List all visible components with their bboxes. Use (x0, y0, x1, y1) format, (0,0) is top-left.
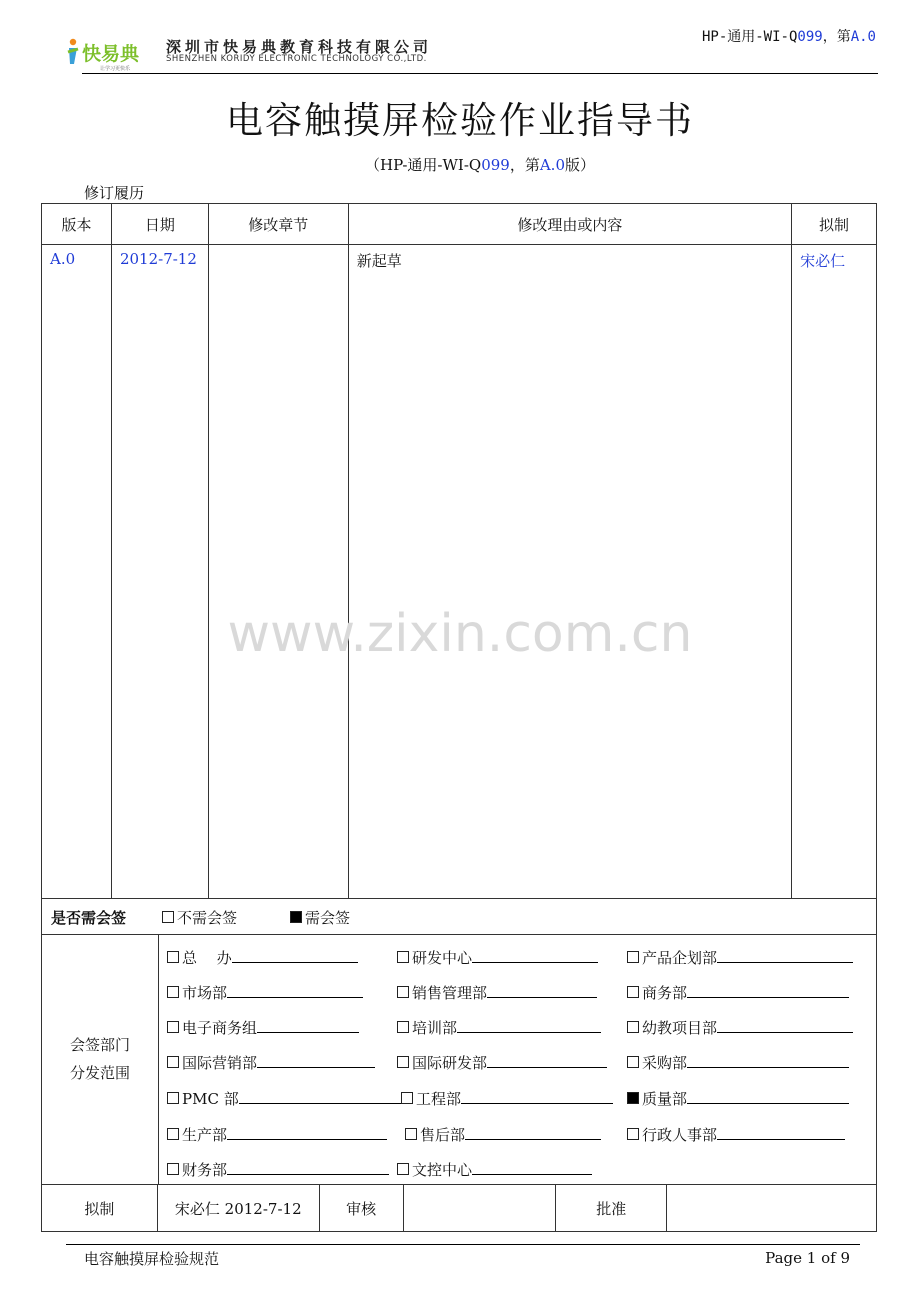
department-item[interactable] (167, 1052, 375, 1073)
review-label: 审核 (319, 1185, 403, 1232)
department-item-label: 市场部 (182, 984, 228, 1002)
checkbox-checked-icon[interactable] (290, 911, 302, 923)
checkbox-checked-icon[interactable] (627, 1092, 639, 1104)
blank-underline (472, 948, 598, 963)
col-content: 修改理由或内容 (348, 204, 791, 245)
department-item[interactable] (167, 1088, 401, 1109)
blank-underline (227, 1160, 389, 1175)
checkbox-empty-icon[interactable] (627, 1056, 639, 1068)
row-version: A.0 (42, 245, 112, 899)
blank-underline (487, 983, 597, 998)
department-item-label: 销售管理部 (412, 984, 488, 1002)
department-item-label: 行政人事部 (642, 1126, 718, 1144)
department-item-label: 工程部 (416, 1090, 462, 1108)
header-doc-code (702, 26, 876, 46)
blank-underline (487, 1053, 607, 1068)
department-item[interactable] (627, 1017, 853, 1038)
checkbox-empty-icon[interactable] (167, 1128, 179, 1140)
department-item-label: 国际营销部 (182, 1054, 258, 1072)
blank-underline (257, 1053, 375, 1068)
countersign-row (41, 898, 877, 935)
department-item-label: PMC 部 (182, 1090, 239, 1108)
checkbox-empty-icon[interactable] (627, 986, 639, 998)
department-item[interactable] (627, 982, 849, 1003)
department-item[interactable] (167, 1017, 359, 1038)
checkbox-empty-icon[interactable] (167, 986, 179, 998)
department-item-label: 幼教项目部 (642, 1019, 718, 1037)
blank-underline (257, 1018, 359, 1033)
footer-divider (66, 1244, 860, 1245)
row-author: 宋必仁 (792, 245, 877, 899)
department-item[interactable] (167, 1159, 389, 1180)
checkbox-empty-icon[interactable] (167, 1021, 179, 1033)
department-item-label: 产品企划部 (642, 949, 718, 967)
department-item-label: 总 办 (182, 949, 232, 967)
company-name-cn: 深圳市快易典教育科技有限公司 (166, 38, 433, 56)
approve-value (667, 1185, 877, 1232)
blank-underline (717, 1018, 853, 1033)
department-item[interactable] (627, 947, 853, 968)
department-label-line1: 会签部门 (69, 1036, 130, 1054)
row-date: 2012-7-12 (111, 245, 208, 899)
approve-label: 批准 (556, 1185, 667, 1232)
subtitle-number: 099 (481, 156, 510, 174)
footer-doc-name: 电容触摸屏检验规范 (84, 1250, 220, 1268)
checkbox-empty-icon[interactable] (162, 911, 174, 923)
subtitle-version: A.0 (539, 156, 565, 174)
department-item-label: 培训部 (412, 1019, 458, 1037)
approval-row (42, 1185, 877, 1232)
department-item-label: 国际研发部 (412, 1054, 488, 1072)
blank-underline (717, 1125, 845, 1140)
document-subtitle (0, 154, 920, 175)
page-number: Page 1 of 9 (765, 1249, 850, 1267)
department-item[interactable] (401, 1088, 613, 1109)
company-name-en: SHENZHEN KORIDY ELECTRONIC TECHNOLOGY CO.,LTD. (166, 54, 427, 64)
blank-underline (472, 1160, 592, 1175)
checkbox-empty-icon[interactable] (401, 1092, 413, 1104)
col-author: 拟制 (792, 204, 877, 245)
header-divider (82, 73, 878, 74)
department-item[interactable] (627, 1088, 849, 1109)
blank-underline (457, 1018, 601, 1033)
checkbox-empty-icon[interactable] (167, 1163, 179, 1175)
blank-underline (687, 1053, 849, 1068)
department-item-label: 文控中心 (412, 1161, 473, 1179)
blank-underline (232, 948, 358, 963)
table-row (42, 245, 877, 899)
blank-underline (227, 983, 363, 998)
checkbox-empty-icon[interactable] (397, 986, 409, 998)
revision-history-label: 修订履历 (84, 184, 145, 202)
option-label: 需会签 (305, 909, 351, 927)
logo-slogan: 让学习更快乐 (100, 66, 131, 72)
department-item[interactable] (627, 1052, 849, 1073)
department-item-label: 研发中心 (412, 949, 473, 967)
subtitle-prefix: （HP-通用-WI-Q (364, 156, 482, 174)
checkbox-empty-icon[interactable] (397, 1021, 409, 1033)
department-item-label: 商务部 (642, 984, 688, 1002)
department-item[interactable] (167, 982, 363, 1003)
department-item-label: 售后部 (420, 1126, 466, 1144)
checkbox-empty-icon[interactable] (167, 1056, 179, 1068)
company-logo (66, 36, 156, 74)
code-number: 099 (797, 29, 823, 45)
blank-underline (717, 948, 853, 963)
col-version: 版本 (42, 204, 112, 245)
department-item[interactable] (397, 947, 598, 968)
department-item[interactable] (167, 1124, 387, 1145)
code-prefix: HP-通用-WI-Q (701, 29, 798, 45)
blank-underline (465, 1125, 601, 1140)
department-item[interactable] (397, 1159, 592, 1180)
department-item[interactable] (397, 1017, 601, 1038)
approval-table (41, 1184, 877, 1232)
checkbox-empty-icon[interactable] (397, 1056, 409, 1068)
option-no-countersign[interactable] (162, 907, 237, 928)
department-label (42, 934, 159, 1184)
code-mid: ，第 (822, 29, 851, 45)
revision-table (41, 203, 877, 899)
option-label: 不需会签 (177, 909, 238, 927)
department-item-label: 采购部 (642, 1054, 688, 1072)
department-item-label: 生产部 (182, 1126, 228, 1144)
department-item[interactable] (405, 1124, 601, 1145)
checkbox-empty-icon[interactable] (397, 951, 409, 963)
checkbox-empty-icon[interactable] (397, 1163, 409, 1175)
logo-text: 快易典 (82, 43, 140, 65)
draft-value: 宋必仁 2012-7-12 (157, 1185, 319, 1232)
blank-underline (227, 1125, 387, 1140)
subtitle-suffix: 版） (565, 156, 596, 174)
department-distribution (41, 934, 877, 1185)
department-item[interactable] (167, 947, 358, 968)
draft-label: 拟制 (42, 1185, 158, 1232)
document-title: 电容触摸屏检验作业指导书 (226, 99, 694, 142)
checkbox-empty-icon[interactable] (627, 951, 639, 963)
blank-underline (687, 1089, 849, 1104)
checkbox-empty-icon[interactable] (627, 1021, 639, 1033)
col-date: 日期 (111, 204, 208, 245)
review-value (403, 1185, 556, 1232)
department-label-line2: 分发范围 (69, 1064, 130, 1082)
department-item-label: 质量部 (642, 1090, 688, 1108)
department-item[interactable] (627, 1124, 845, 1145)
department-item[interactable] (397, 982, 597, 1003)
revision-header-row (42, 204, 877, 245)
row-content: 新起草 (348, 245, 791, 899)
countersign-label: 是否需会签 (51, 909, 127, 927)
checkbox-empty-icon[interactable] (167, 1092, 179, 1104)
department-item-label: 财务部 (182, 1161, 228, 1179)
blank-underline (239, 1089, 401, 1104)
checkbox-empty-icon[interactable] (627, 1128, 639, 1140)
blank-underline (461, 1089, 613, 1104)
option-countersign[interactable] (290, 907, 350, 928)
department-item-label: 电子商务组 (182, 1019, 258, 1037)
row-section (208, 245, 348, 899)
blank-underline (687, 983, 849, 998)
subtitle-mid: ，第 (509, 156, 540, 174)
watermark: www.zixin.com.cn (227, 604, 693, 664)
checkbox-empty-icon[interactable] (405, 1128, 417, 1140)
checkbox-empty-icon[interactable] (167, 951, 179, 963)
code-version: A.0 (850, 29, 876, 45)
department-item[interactable] (397, 1052, 607, 1073)
col-section: 修改章节 (208, 204, 348, 245)
